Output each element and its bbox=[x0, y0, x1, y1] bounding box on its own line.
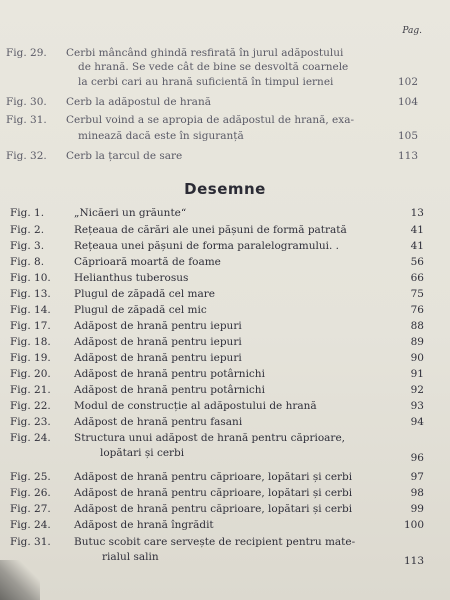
figure-caption: Adăpost de hrană pentru căprioare, lopătari și cerbi bbox=[74, 487, 353, 499]
figure-caption: Adăpost de hrană pentru iepuri bbox=[74, 320, 242, 332]
figure-caption: Cerbul voind a se apropia de adăpostul de hrană, exa- bbox=[66, 114, 354, 126]
page-number: 96 bbox=[410, 452, 424, 464]
page-number: 41 bbox=[410, 224, 424, 236]
figure-caption-continued: de hrană. Se vede cât de bine se desvoltă coarnele bbox=[78, 61, 349, 73]
figure-number: Fig. 27. bbox=[10, 503, 51, 515]
figure-caption: Butuc scobit care servește de recipient pentru mate- bbox=[74, 536, 356, 548]
figure-number: Fig. 21. bbox=[10, 384, 51, 396]
page-number: 102 bbox=[397, 76, 418, 88]
figure-number: Fig. 26. bbox=[10, 487, 51, 499]
page-number: 100 bbox=[403, 519, 424, 531]
figure-number: Fig. 13. bbox=[10, 288, 51, 300]
figure-caption: „Nicăeri un grăunte“ bbox=[74, 207, 187, 219]
figure-caption: Rețeaua de cărări ale unei pășuni de formă patrată bbox=[74, 224, 347, 236]
figure-caption: Modul de construcție al adăpostului de hrană bbox=[74, 400, 317, 412]
figure-caption: Cerb la adăpostul de hrană bbox=[66, 96, 211, 108]
figure-caption: Structura unui adăpost de hrană pentru căprioare, bbox=[74, 432, 345, 444]
page-number: 104 bbox=[397, 96, 418, 108]
figure-caption: Adăpost de hrană pentru potârnichi bbox=[74, 384, 265, 396]
figure-number: Fig. 25. bbox=[10, 471, 51, 483]
figure-number: Fig. 30. bbox=[6, 96, 47, 108]
page-number: 113 bbox=[397, 150, 418, 162]
figure-number: Fig. 22. bbox=[10, 400, 51, 412]
figure-caption-continued: minează dacă este în siguranță bbox=[78, 130, 244, 142]
page-number: 76 bbox=[410, 304, 424, 316]
page-number: 92 bbox=[410, 384, 424, 396]
figure-caption: Adăpost de hrană pentru iepuri bbox=[74, 352, 242, 364]
figure-number: Fig. 8. bbox=[10, 256, 45, 268]
figure-caption: Cerbi mâncând ghindă resfirată în jurul adăpostului bbox=[66, 47, 344, 59]
page-number: 98 bbox=[410, 487, 424, 499]
figure-caption: Adăpost de hrană pentru căprioare, lopătari și cerbi bbox=[74, 503, 353, 515]
figure-number: Fig. 23. bbox=[10, 416, 51, 428]
page-number: 88 bbox=[410, 320, 424, 332]
page-number: 66 bbox=[410, 272, 424, 284]
figure-number: Fig. 3. bbox=[10, 240, 45, 252]
section-heading: Desemne bbox=[184, 180, 266, 198]
figure-caption: Helianthus tuberosus bbox=[74, 272, 189, 284]
page-number: 89 bbox=[410, 336, 424, 348]
page-number: 75 bbox=[410, 288, 424, 300]
figure-number: Fig. 19. bbox=[10, 352, 51, 364]
figure-number: Fig. 32. bbox=[6, 150, 47, 162]
page-number: 90 bbox=[410, 352, 424, 364]
figure-number: Fig. 17. bbox=[10, 320, 51, 332]
figure-caption: Adăpost de hrană pentru căprioare, lopătari și cerbi bbox=[74, 471, 353, 483]
figure-number: Fig. 24. bbox=[10, 432, 51, 444]
figure-number: Fig. 24. bbox=[10, 519, 51, 531]
page-number: 105 bbox=[397, 130, 418, 142]
page-number: 113 bbox=[403, 555, 424, 567]
figure-number: Fig. 2. bbox=[10, 224, 45, 236]
figure-caption: Adăpost de hrană pentru iepuri bbox=[74, 336, 242, 348]
page-number: 97 bbox=[410, 471, 424, 483]
page-number: 93 bbox=[410, 400, 424, 412]
figure-caption: Adăpost de hrană pentru potârnichi bbox=[74, 368, 265, 380]
figure-number: Fig. 1. bbox=[10, 207, 45, 219]
figure-number: Fig. 20. bbox=[10, 368, 51, 380]
page-number: 91 bbox=[410, 368, 424, 380]
figure-number: Fig. 18. bbox=[10, 336, 51, 348]
figure-number: Fig. 10. bbox=[10, 272, 51, 284]
figure-number: Fig. 31. bbox=[10, 536, 51, 548]
figure-number: Fig. 14. bbox=[10, 304, 51, 316]
figure-caption: Adăpost de hrană pentru fasani bbox=[74, 416, 243, 428]
figure-caption-continued: lopătari și cerbi bbox=[100, 447, 185, 459]
page-corner-shadow bbox=[0, 560, 40, 600]
page-number: 13 bbox=[410, 207, 424, 219]
figure-caption-continued: la cerbi cari au hrană suficientă în timpul iernei bbox=[78, 76, 334, 88]
page-column-label: Pag. bbox=[402, 26, 422, 36]
page-number: 56 bbox=[410, 256, 424, 268]
page-number: 99 bbox=[410, 503, 424, 515]
figure-caption: Rețeaua unei pășuni de forma paralelogramului. . bbox=[74, 240, 339, 252]
figure-caption: Căprioară moartă de foame bbox=[74, 256, 221, 268]
page-number: 94 bbox=[410, 416, 424, 428]
figure-caption: Plugul de zăpadă cel mic bbox=[74, 304, 207, 316]
figure-caption: Cerb la țarcul de sare bbox=[66, 150, 183, 162]
figure-caption: Plugul de zăpadă cel mare bbox=[74, 288, 215, 300]
figure-number: Fig. 31. bbox=[6, 114, 47, 126]
figure-number: Fig. 29. bbox=[6, 47, 47, 59]
page-number: 41 bbox=[410, 240, 424, 252]
figure-caption: Adăpost de hrană îngrădit bbox=[74, 519, 214, 531]
figure-caption-continued: rialul salin bbox=[102, 551, 159, 563]
